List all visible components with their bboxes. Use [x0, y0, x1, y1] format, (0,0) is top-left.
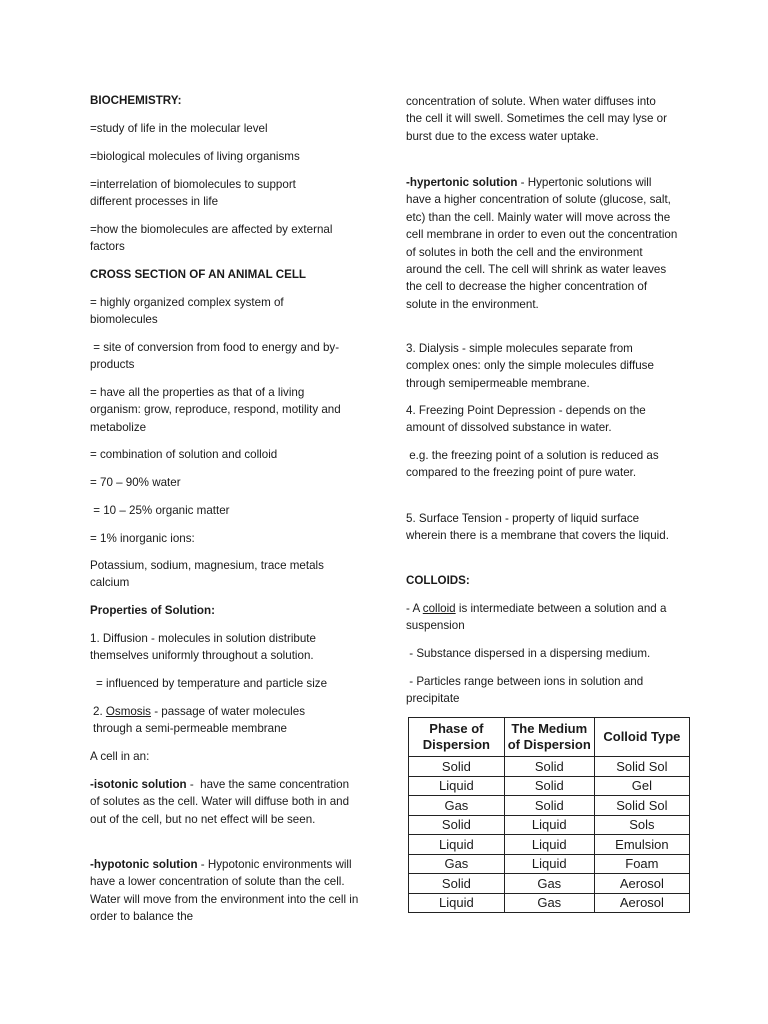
colloid-item-2: - Substance dispersed in a dispersing medium.: [406, 647, 651, 660]
biochem-item-4: =how the biomolecules are affected by external factors: [90, 223, 333, 254]
table-row: [409, 874, 690, 894]
osmosis-text: 2. Osmosis - passage of water molecules through a semi-permeable membrane: [93, 705, 305, 736]
table-cell: Liquid: [409, 835, 505, 855]
cell-heading: CROSS SECTION OF AN ANIMAL CELL: [90, 268, 306, 281]
freezing-text: 4. Freezing Point Depression - depends on the amount of dissolved substance in water.: [406, 404, 646, 435]
table-cell: Sols: [594, 815, 689, 835]
cell-in-label: A cell in an:: [90, 750, 150, 763]
cell-item-5: = 70 – 90% water: [90, 476, 181, 489]
table-cell: Foam: [594, 854, 689, 874]
table-header-row: [409, 718, 690, 757]
header-medium: The Medium of Dispersion: [504, 718, 594, 757]
colloids-heading: COLLOIDS:: [406, 574, 470, 587]
dialysis-text: 3. Dialysis - simple molecules separate from complex ones: only the simple molecules diffuse through semipermeable membrane.: [406, 342, 654, 390]
biochem-item-1: =study of life in the molecular level: [90, 122, 268, 135]
table-cell: Gas: [504, 874, 594, 894]
hypertonic-text: -hypertonic solution - Hypertonic solutions will have a higher concentration of solute (glucose, salt, etc) than the cell. Mainly water will move across the cell membrane in order to even out the concentration of solutes in both the cell and the environment around the cell. The cell will shrink as water leaves the cell to decrease the higher concentration of solute in the environment.: [406, 176, 678, 311]
cell-item-4: = combination of solution and colloid: [90, 448, 278, 461]
table-cell: Gel: [594, 776, 689, 796]
biochem-item-2: =biological molecules of living organisms: [90, 150, 300, 163]
colloid-item-3: - Particles range between ions in solution and precipitate: [406, 675, 647, 706]
table-cell: Liquid: [409, 893, 505, 913]
table-cell: Emulsion: [594, 835, 689, 855]
colloid-word: colloid: [422, 602, 456, 615]
table-cell: Solid: [409, 874, 505, 894]
cell-item-1: = highly organized complex system of biomolecules: [90, 296, 284, 327]
table-row: [409, 796, 690, 816]
table-cell: Liquid: [409, 776, 505, 796]
table-cell: Aerosol: [594, 874, 689, 894]
table-cell: Solid Sol: [594, 757, 689, 777]
table-row: [409, 815, 690, 835]
biochemistry-heading: BIOCHEMISTRY:: [90, 94, 182, 107]
hypotonic-label: -hypotonic solution: [90, 858, 198, 871]
cell-item-7: = 1% inorganic ions:: [90, 532, 195, 545]
table-cell: Gas: [409, 854, 505, 874]
header-phase: Phase of Dispersion: [409, 718, 505, 757]
table-cell: Solid: [504, 757, 594, 777]
hypotonic-continued: concentration of solute. When water diffuses into the cell it will swell. Sometimes the cell may lyse or burst due to the excess water uptake.: [406, 95, 667, 143]
table-row: [409, 835, 690, 855]
solution-heading: Properties of Solution:: [90, 604, 215, 617]
surface-tension-text: 5. Surface Tension - property of liquid surface wherein there is a membrane that covers the liquid.: [406, 512, 669, 543]
colloid-item-1: - A colloid is intermediate between a solution and a suspension: [406, 602, 667, 633]
table-cell: Liquid: [504, 815, 594, 835]
table-cell: Solid: [409, 757, 505, 777]
hypotonic-text: -hypotonic solution - Hypotonic environments will have a lower concentration of solute than the cell. Water will move from the environment into the cell in order to balance the: [90, 858, 359, 924]
cell-item-8: Potassium, sodium, magnesium, trace metals calcium: [90, 559, 324, 590]
table-row: [409, 776, 690, 796]
table-cell: Gas: [409, 796, 505, 816]
header-colloid-type: Colloid Type: [594, 718, 689, 757]
diffusion-text: 1. Diffusion - molecules in solution distribute themselves uniformly throughout a solution.: [90, 632, 316, 663]
table-row: [409, 893, 690, 913]
diffusion-note: = influenced by temperature and particle size: [96, 677, 328, 690]
table-cell: Aerosol: [594, 893, 689, 913]
table-cell: Liquid: [504, 835, 594, 855]
cell-item-2: = site of conversion from food to energy and by-products: [90, 341, 340, 372]
colloid-table: [408, 717, 690, 913]
table-cell: Solid Sol: [594, 796, 689, 816]
table-cell: Liquid: [504, 854, 594, 874]
isotonic-text: -isotonic solution - have the same concentration of solutes as the cell. Water will diffuse both in and out of the cell, but no net effect will be seen.: [90, 778, 353, 826]
table-row: [409, 854, 690, 874]
table-row: [409, 757, 690, 777]
cell-item-3: = have all the properties as that of a living organism: grow, reproduce, respond, motility and metabolize: [90, 386, 341, 434]
freezing-example: e.g. the freezing point of a solution is reduced as compared to the freezing point of pure water.: [406, 449, 662, 480]
biochem-item-3: =interrelation of biomolecules to support different processes in life: [90, 178, 296, 209]
osmosis-label: Osmosis: [105, 705, 151, 718]
table-cell: Solid: [409, 815, 505, 835]
table-cell: Solid: [504, 776, 594, 796]
table-cell: Solid: [504, 796, 594, 816]
hypertonic-label: -hypertonic solution: [406, 176, 518, 189]
table-cell: Gas: [504, 893, 594, 913]
isotonic-label: -isotonic solution: [90, 778, 187, 791]
cell-item-6: = 10 – 25% organic matter: [90, 504, 230, 517]
